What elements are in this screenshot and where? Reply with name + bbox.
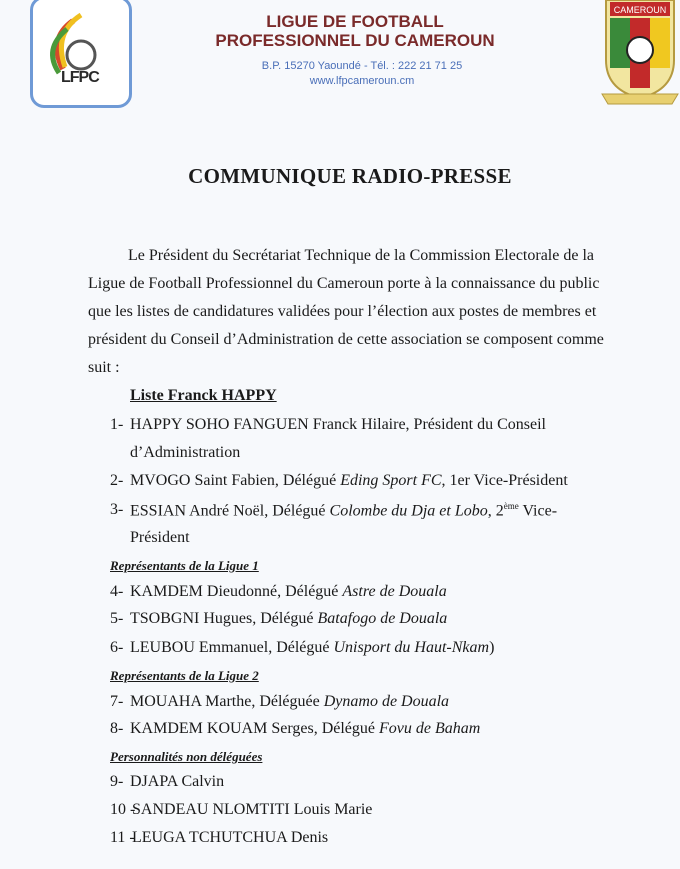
- lfpc-logo: LFPC: [30, 0, 132, 108]
- org-website[interactable]: www.lfpcameroun.cm: [309, 75, 415, 87]
- candidate-name: HAPPY SOHO FANGUEN Franck Hilaire, Président du Conseil: [130, 416, 546, 433]
- list-item: [132, 801, 372, 819]
- section-heading: Personnalités non déléguées: [110, 749, 263, 764]
- org-address: B.P. 15270 Yaoundé - Tél. : 222 21 71 25: [261, 60, 463, 72]
- list-item: [130, 720, 480, 738]
- svg-text:CAMEROUN: CAMEROUN: [613, 5, 667, 15]
- candidate-name: SANDEAU NLOMTITI Louis Marie: [132, 801, 373, 818]
- candidate-name: LEUBOU Emmanuel, Délégué: [130, 639, 334, 656]
- role: , 2: [487, 502, 504, 520]
- list-item-number: 7-: [110, 693, 124, 710]
- club-name: Colombe du Dja et Lobo: [329, 502, 488, 520]
- list-item: [130, 472, 568, 490]
- cameroon-crest-icon: [598, 0, 680, 108]
- list-title: Liste Franck HAPPY: [130, 387, 277, 404]
- candidate-name: ESSIAN André Noël, Délégué: [130, 502, 330, 520]
- lfpc-swoosh-icon: [33, 0, 129, 79]
- club-name: Unisport du Haut-Nkam: [333, 639, 490, 656]
- intro-line: que les listes de candidatures validées pour l’élection aux postes de membres et: [88, 303, 597, 320]
- club-name: Fovu de Baham: [379, 720, 481, 737]
- list-item-number: 9-: [110, 773, 124, 790]
- list-item-continuation: Président: [130, 529, 190, 546]
- intro-line: Le Président du Secrétariat Technique de la Commission Electorale de la: [128, 247, 594, 264]
- list-item-number: 4-: [110, 583, 124, 600]
- communique-title: COMMUNIQUE RADIO-PRESSE: [188, 164, 512, 188]
- list-item: [130, 693, 449, 711]
- intro-line: président du Conseil d’Administration de cette association se composent comme: [88, 331, 604, 348]
- list-item-number: 2-: [110, 472, 124, 489]
- list-item: [130, 610, 447, 628]
- superscript: ème: [503, 501, 519, 511]
- candidate-name: TSOBGNI Hugues, Délégué: [130, 610, 318, 627]
- list-item-number: 6-: [110, 639, 124, 656]
- list-item-continuation: d’Administration: [130, 444, 241, 461]
- list-item-number: 8-: [110, 720, 124, 737]
- role: , 1er Vice-Président: [441, 472, 568, 489]
- org-name-line1: LIGUE DE FOOTBALL: [266, 12, 444, 31]
- list-item-number: 11 -: [110, 829, 135, 846]
- candidate-name: LEUGA TCHUTCHUA Denis: [132, 829, 329, 846]
- role-cont: Vice-: [518, 502, 558, 520]
- intro-line: suit :: [88, 359, 120, 376]
- candidate-name: DJAPA Calvin: [130, 773, 225, 790]
- club-name: Astre de Douala: [342, 583, 447, 600]
- section-heading: Représentants de la Ligue 1: [110, 558, 259, 573]
- list-item: [130, 639, 494, 657]
- candidate-name: MOUAHA Marthe, Déléguée: [130, 693, 324, 710]
- candidate-name: KAMDEM KOUAM Serges, Délégué: [130, 720, 380, 737]
- list-item-number: 10 -: [110, 801, 136, 818]
- list-item: [130, 416, 546, 434]
- list-item: [130, 583, 447, 601]
- club-name: Eding Sport FC: [340, 472, 442, 489]
- candidate-name: KAMDEM Dieudonné, Délégué: [130, 583, 343, 600]
- list-item: [130, 773, 224, 791]
- list-item-number: 5-: [110, 610, 124, 627]
- list-item: [130, 501, 557, 520]
- club-name: Dynamo de Douala: [323, 693, 450, 710]
- list-item-number: 3-: [110, 501, 124, 518]
- role: ): [489, 639, 495, 656]
- intro-line: Ligue de Football Professionnel du Cameroun porte à la connaissance du public: [88, 275, 600, 292]
- section-heading: Représentants de la Ligue 2: [110, 668, 259, 683]
- club-name: Batafogo de Douala: [317, 610, 448, 627]
- org-name-line2: PROFESSIONNEL DU CAMEROUN: [215, 31, 495, 50]
- list-item-number: 1-: [110, 416, 124, 433]
- list-item: [132, 829, 328, 847]
- candidate-name: MVOGO Saint Fabien, Délégué: [130, 472, 341, 489]
